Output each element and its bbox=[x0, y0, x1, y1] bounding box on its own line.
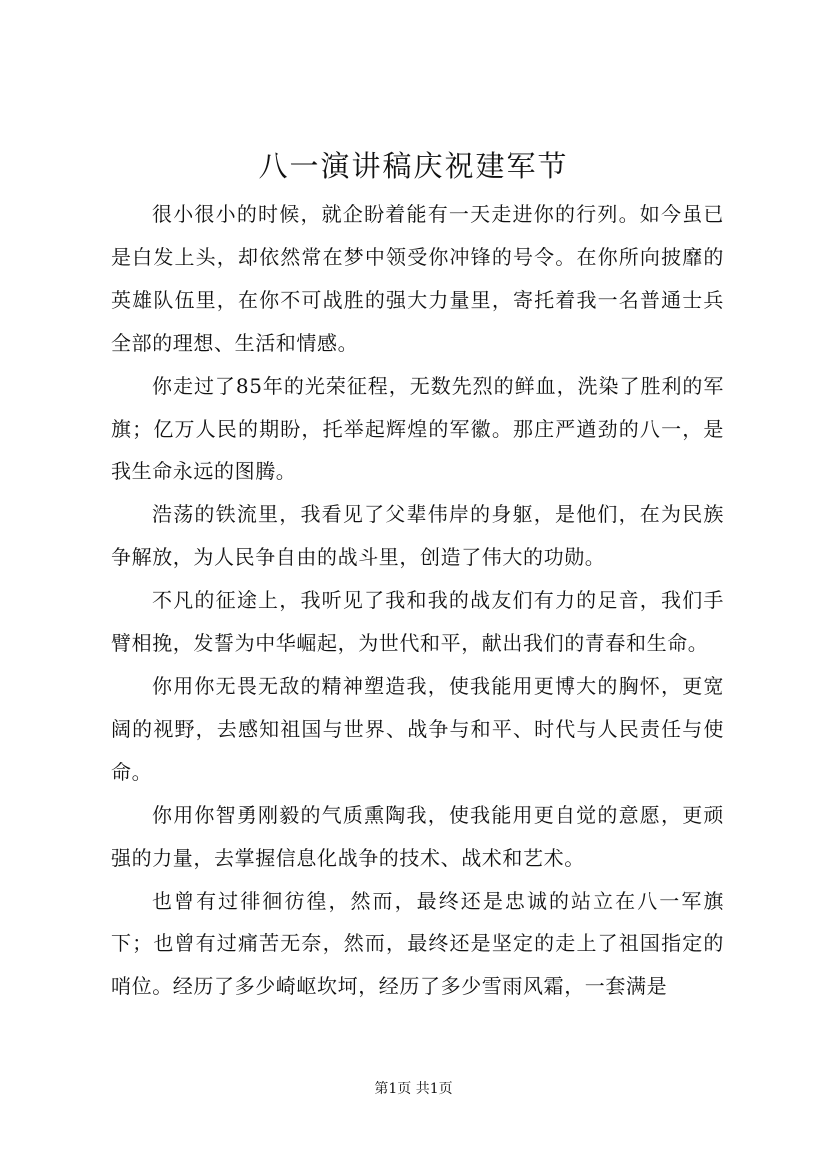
paragraph: 不凡的征途上，我听见了我和我的战友们有力的足音，我们手臂相挽，发誓为中华崛起，为世代和平，献出我们的青春和生命。 bbox=[111, 588, 724, 656]
paragraph: 你用你智勇刚毅的气质熏陶我，使我能用更自觉的意愿，更顽强的力量，去掌握信息化战争的技术、战术和艺术。 bbox=[111, 802, 724, 870]
paragraph: 也曾有过徘徊彷徨，然而，最终还是忠诚的站立在八一军旗下；也曾有过痛苦无奈，然而，最终还是坚定的走上了祖国指定的哨位。经历了多少崎岖坎坷，经历了多少雪雨风霜，一套满是 bbox=[111, 888, 724, 999]
paragraph: 很小很小的时候，就企盼着能有一天走进你的行列。如今虽已是白发上头，却依然常在梦中领受你冲锋的号令。在你所向披靡的英雄队伍里，在你不可战胜的强大力量里，寄托着我一名普通士兵全部的理想、生活和情感。 bbox=[111, 202, 724, 355]
paragraph: 浩荡的铁流里，我看见了父辈伟岸的身躯，是他们，在为民族争解放，为人民争自由的战斗里，创造了伟大的功勋。 bbox=[111, 502, 724, 570]
paragraph: 你走过了85年的光荣征程，无数先烈的鲜血，洗染了胜利的军旗；亿万人民的期盼，托举起辉煌的军徽。那庄严遒劲的八一，是我生命永远的图腾。 bbox=[111, 373, 724, 484]
paragraph: 你用你无畏无敌的精神塑造我，使我能用更博大的胸怀，更宽阔的视野，去感知祖国与世界、战争与和平、时代与人民责任与使命。 bbox=[111, 673, 724, 784]
page-footer: 第1页 共1页 bbox=[374, 1081, 453, 1097]
document-body bbox=[111, 193, 724, 1008]
document-title: 八一演讲稿庆祝建军节 bbox=[258, 149, 569, 183]
